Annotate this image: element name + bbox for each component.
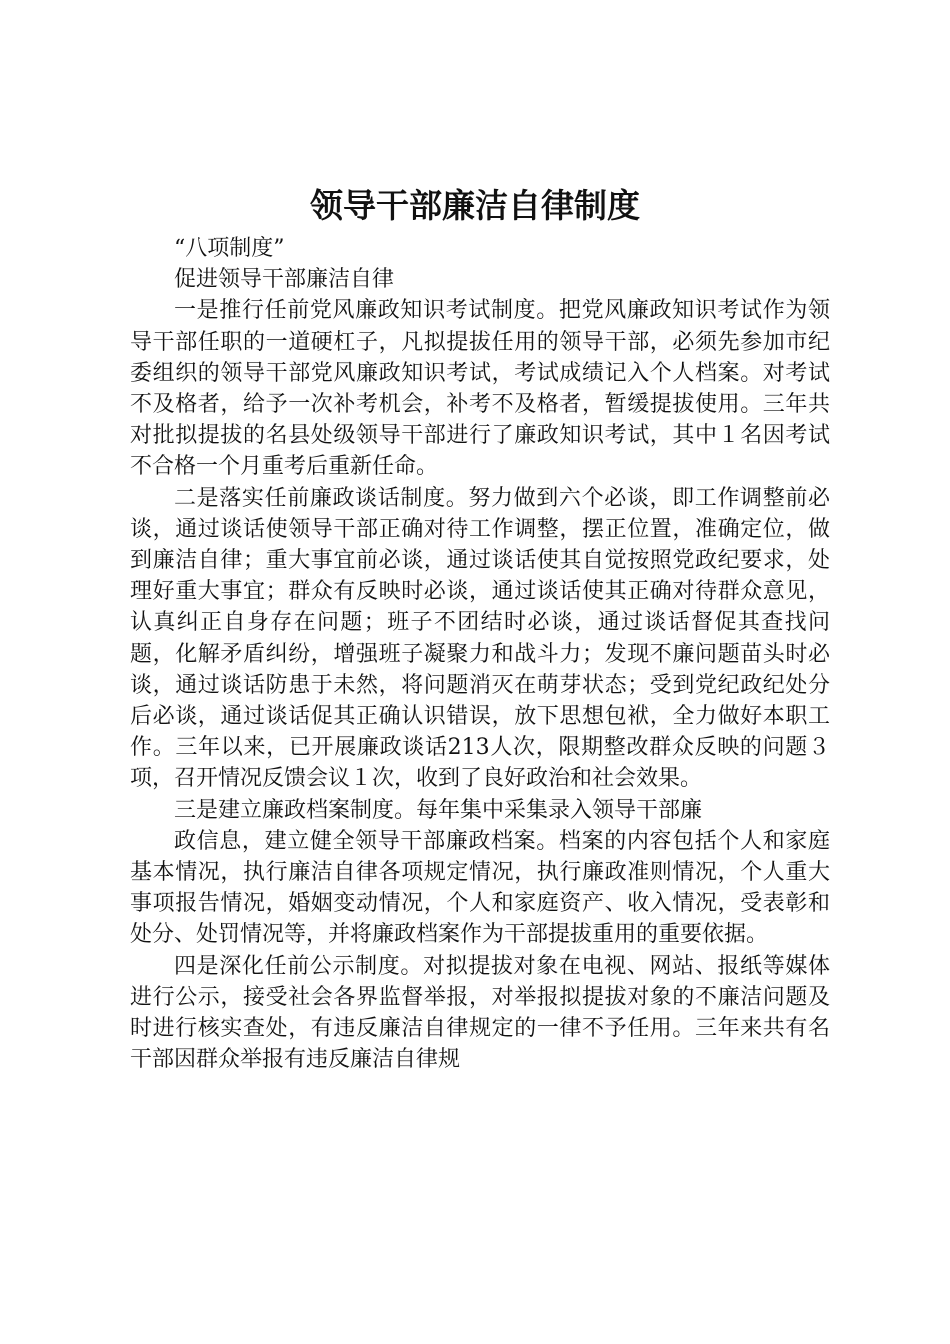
document-body <box>130 233 830 1075</box>
paragraph-system-1: 一是推行任前党风廉政知识考试制度。把党风廉政知识考试作为领导干部任职的一道硬杠子，凡拟提拔任用的领导干部，必须先参加市纪委组织的领导干部党风廉政知识考试，考试成绩记入个人档案。对考试不及格者，给予一次补考机会，补考不及格者，暂缓提拔使用。三年共对批拟提拔的名县处级领导干部进行了廉政知识考试，其中１名因考试不合格一个月重考后重新任命。 <box>130 298 830 480</box>
document-title: 领导干部廉洁自律制度 <box>310 186 640 225</box>
paragraph-system-4: 四是深化任前公示制度。对拟提拔对象在电视、网站、报纸等媒体进行公示，接受社会各界监督举报，对举报拟提拔对象的不廉洁问题及时进行核实查处，有违反廉洁自律规定的一律不予任用。三年来共有名干部因群众举报有违反廉洁自律规 <box>130 953 830 1073</box>
paragraph-heading-quote: “八项制度” <box>174 236 285 261</box>
paragraph-subtitle: 促进领导干部廉洁自律 <box>174 267 395 293</box>
paragraph-system-2: 二是落实任前廉政谈话制度。努力做到六个必谈，即工作调整前必谈，通过谈话使领导干部正确对待工作调整，摆正位置，准确定位，做到廉洁自律；重大事宜前必谈，通过谈话使其自觉按照党政纪要求，处理好重大事宜；群众有反映时必谈，通过谈话使其正确对待群众意见，认真纠正自身存在问题；班子不团结时必谈，通过谈话督促其查找问题，化解矛盾纠纷，增强班子凝聚力和战斗力；发现不廉问题苗头时必谈，通过谈话防患于未然，将问题消灭在萌芽状态；受到党纪政纪处分后必谈，通过谈话促其正确认识错误，放下思想包袱，全力做好本职工作。三年以来，已开展廉政谈话213人次，限期整改群众反映的问题３项，召开情况反馈会议１次，收到了良好政治和社会效果。 <box>130 485 830 792</box>
paragraph-system-3-cont: 政信息，建立健全领导干部廉政档案。档案的内容包括个人和家庭基本情况，执行廉洁自律各项规定情况，执行廉政准则情况，个人重大事项报告情况，婚姻变动情况，个人和家庭资产、收入情况，受表彰和处分、处罚情况等，并将廉政档案作为干部提拔重用的重要依据。 <box>130 828 830 948</box>
paragraph-system-3-start: 三是建立廉政档案制度。每年集中采集录入领导干部廉 <box>174 797 703 823</box>
